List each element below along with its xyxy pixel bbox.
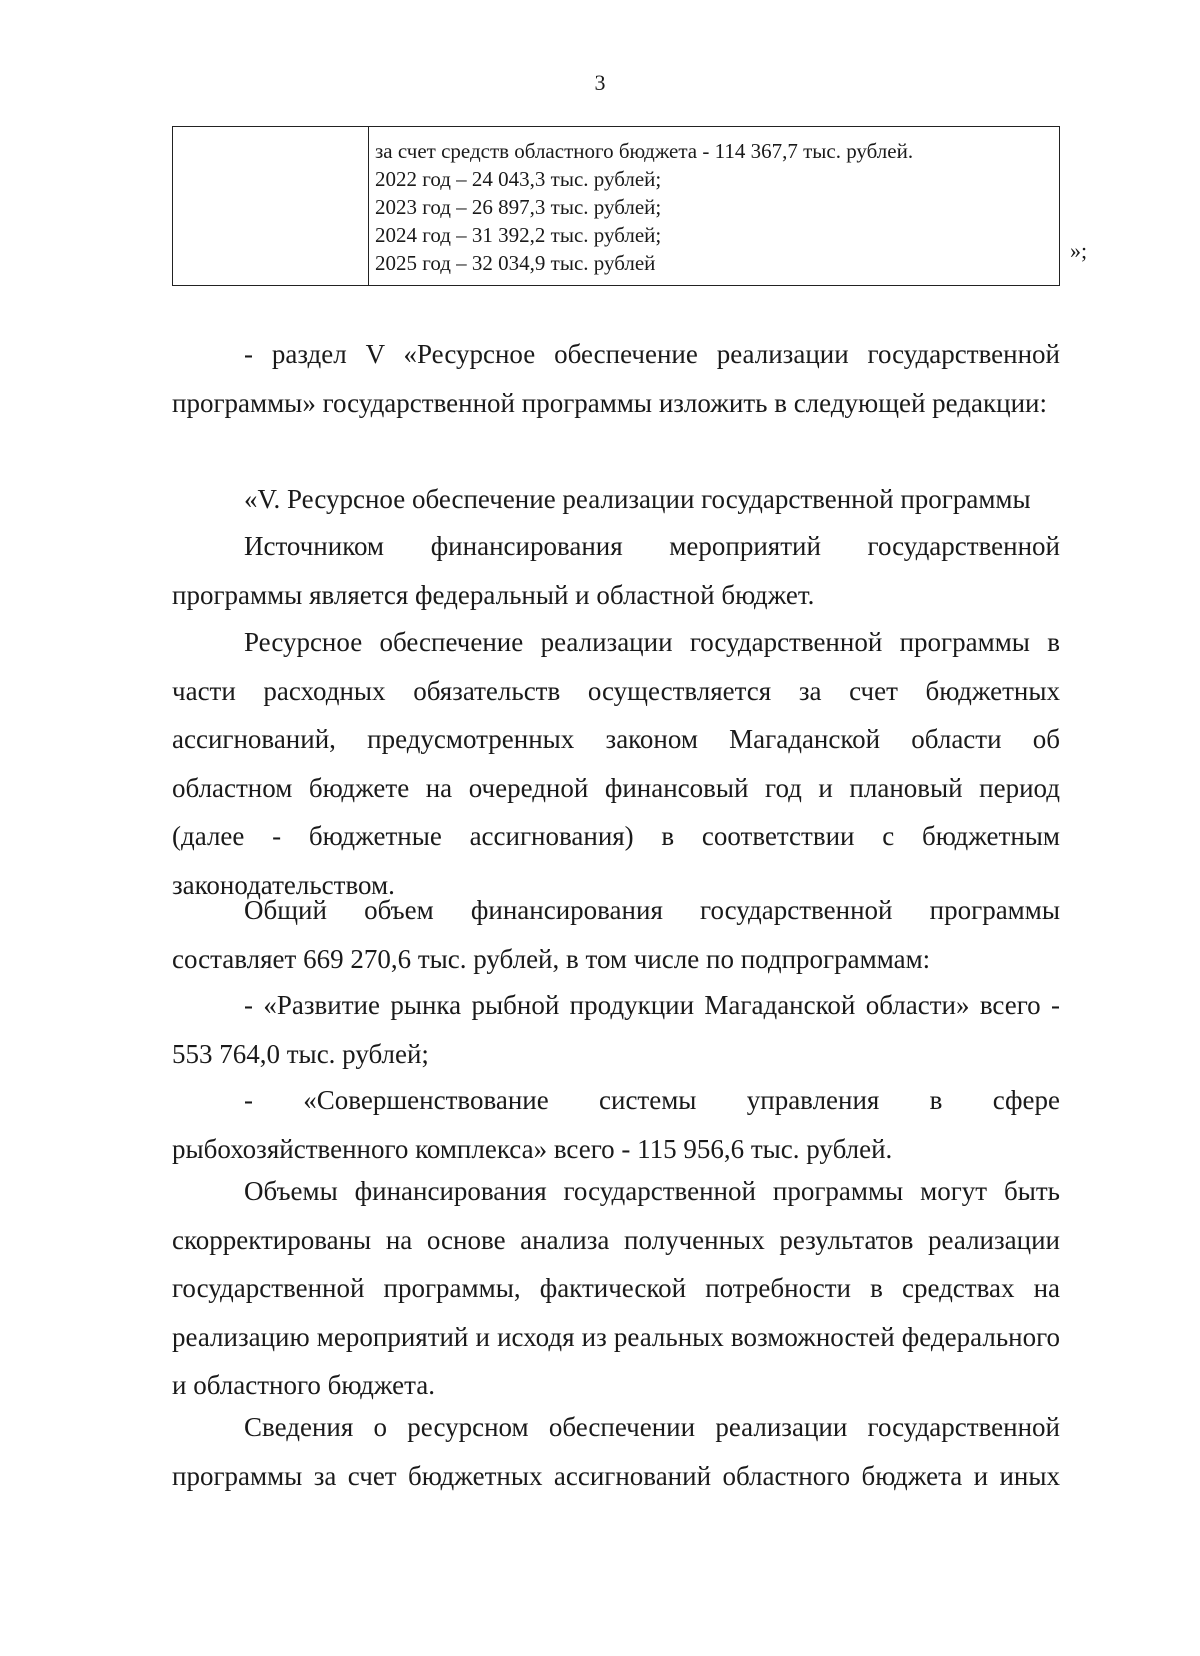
table-line-2022: 2022 год – 24 043,3 тыс. рублей; <box>375 167 662 191</box>
paragraph-funding-adjustment: Объемы финансирования государственной программы могут быть скорректированы на основе анализа полученных результатов реализации государственной программы, фактической потребности в средствах на реализацию мероприятий и исходя из реальных возможностей федерального и областного бюджета. <box>172 1176 1060 1400</box>
table-funding-cell <box>369 127 1059 285</box>
paragraph-section-amendment-block <box>172 330 1060 427</box>
paragraph-resource-provision-block <box>172 618 1060 909</box>
section-heading-block <box>172 475 1060 524</box>
table-closing-quote: »; <box>1070 238 1088 263</box>
paragraph-resource-info-block <box>172 1403 1060 1500</box>
paragraph-section-amendment: - раздел V «Ресурсное обеспечение реализации государственной программы» государственной программы изложить в следующей редакции: <box>172 339 1060 418</box>
table-line-total: за счет средств областного бюджета - 114 367,7 тыс. рублей. <box>375 139 914 163</box>
page-number: 3 <box>594 70 606 95</box>
table-line-2025: 2025 год – 32 034,9 тыс. рублей <box>375 251 656 275</box>
paragraph-resource-info: Сведения о ресурсном обеспечении реализации государственной программы за счет бюджетных ассигнований областного бюджета и иных <box>172 1412 1060 1491</box>
paragraph-resource-provision: Ресурсное обеспечение реализации государственной программы в части расходных обязательств осуществляется за счет бюджетных ассигнований, предусмотренных законом Магаданской области об областном бюджете на очередной финансовый год и плановый период (далее - бюджетные ассигнования) в соответствии с бюджетным законодательством. <box>172 627 1060 900</box>
paragraph-subprogram-fish-market: - «Развитие рынка рыбной продукции Магаданской области» всего - 553 764,0 тыс. рублей; <box>172 990 1060 1069</box>
table-line-2023: 2023 год – 26 897,3 тыс. рублей; <box>375 195 662 219</box>
paragraph-subprogram-fish-market-block <box>172 981 1060 1078</box>
table-line-2024: 2024 год – 31 392,2 тыс. рублей; <box>375 223 662 247</box>
paragraph-funding-source-block <box>172 522 1060 619</box>
paragraph-total-volume: Общий объем финансирования государственной программы составляет 669 270,6 тыс. рублей, в том числе по подпрограммам: <box>172 895 1060 974</box>
section-heading: «V. Ресурсное обеспечение реализации государственной программы <box>244 484 1031 514</box>
budget-table <box>172 126 1060 286</box>
paragraph-funding-source: Источником финансирования мероприятий государственной программы является федеральный и областной бюджет. <box>172 531 1060 610</box>
paragraph-subprogram-management-block <box>172 1076 1060 1173</box>
paragraph-total-volume-block <box>172 886 1060 983</box>
table-empty-cell <box>173 127 369 285</box>
paragraph-subprogram-management: - «Совершенствование системы управления в сфере рыбохозяйственного комплекса» всего - 115 956,6 тыс. рублей. <box>172 1085 1060 1164</box>
paragraph-funding-adjustment-block <box>172 1167 1060 1410</box>
